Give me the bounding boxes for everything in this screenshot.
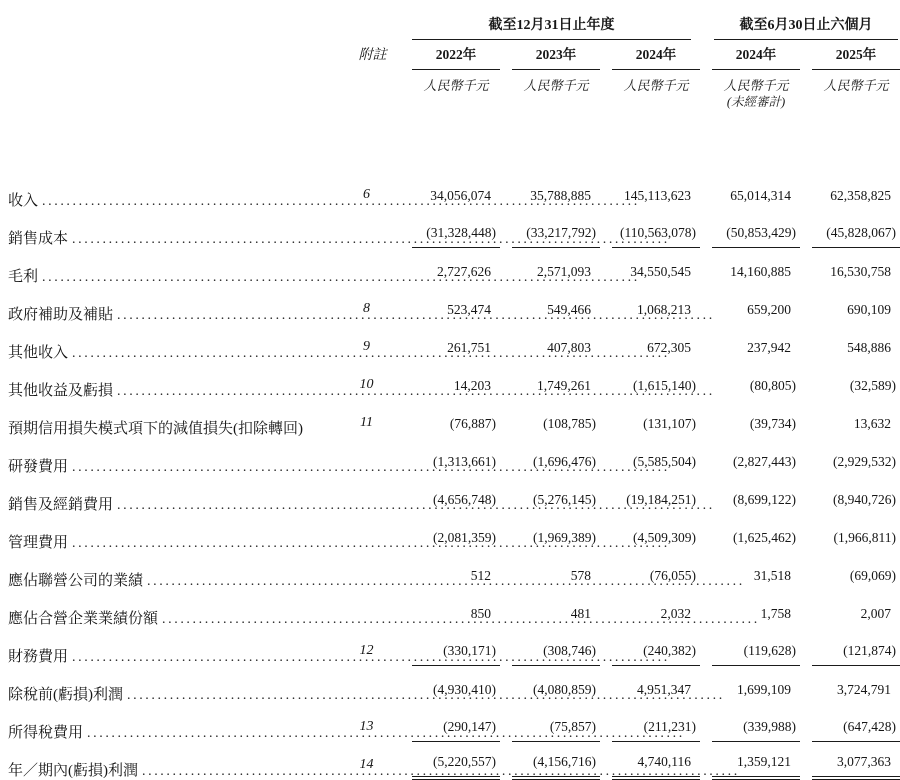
table-header [0,8,900,172]
row-value: 1,359,121 [712,754,800,780]
row-note: 13 [359,719,374,734]
row-label: 銷售成本 [8,231,69,247]
row-value: 1,699,109 [737,682,791,697]
row-label: 銷售及經銷費用 [8,497,114,513]
row-value: 1,749,261 [537,378,591,393]
row-value: (69,069) [849,568,896,583]
table-row [0,400,900,438]
row-label: 收入 [8,193,39,209]
row-value: (1,625,462) [733,530,796,545]
period-group-annual: 截至12月31日止年度 [412,14,691,40]
dot-leader [117,308,305,324]
row-value: 2,727,626 [437,264,491,279]
row-value: (4,656,748) [433,492,496,507]
row-value: (5,220,557) [412,754,500,780]
row-value: 2,007 [860,606,891,621]
row-value: 31,518 [753,568,791,583]
row-value: (2,827,443) [733,454,796,469]
row-label-cell [0,590,345,628]
row-value: (4,156,716) [512,754,600,780]
dot-leader [72,536,305,552]
row-value: 578 [570,568,591,583]
unit-label: 人民幣千元 [823,78,889,93]
row-label-cell [0,742,345,780]
row-label-cell [0,514,345,552]
row-value: 34,550,545 [630,264,691,279]
row-label-cell [0,400,345,438]
row-value: (240,382) [612,643,700,666]
row-value: 14,160,885 [730,264,791,279]
row-label: 除稅前(虧損)利潤 [8,687,123,703]
year-header-2025-interim: 2025年 [812,43,900,70]
row-label-cell [0,210,345,248]
row-label: 研發費用 [8,459,69,475]
row-value: 1,068,213 [637,302,691,317]
row-value: 1,758 [760,606,791,621]
table-row [0,362,900,400]
row-value: (33,217,792) [512,225,600,248]
year-header-2024-interim: 2024年 [712,43,800,70]
row-value: (110,563,078) [612,225,700,248]
row-value: (4,930,410) [433,682,496,697]
dot-leader [127,688,305,704]
dot-leader [72,650,305,666]
row-label-cell [0,324,345,362]
row-value: (76,887) [449,416,496,431]
row-note: 8 [363,301,370,316]
table-row [0,628,900,666]
row-note: 14 [359,757,374,772]
row-value: (76,055) [649,568,696,583]
row-value: (39,734) [749,416,796,431]
unit-label-unaudited: 人民幣千元 (未經審計) [712,70,800,111]
unaudited-note: (未經審計) [726,95,786,109]
row-value: (131,107) [643,416,696,431]
table-row [0,666,900,704]
row-value: 62,358,825 [830,188,891,203]
dot-leader [117,498,305,514]
dot-leader [142,764,305,780]
row-label-cell [0,552,345,590]
row-value: 4,740,116 [612,754,700,780]
row-value: 14,203 [453,378,491,393]
row-value: (45,828,067) [812,225,900,248]
row-value: (339,988) [712,719,800,742]
row-note: 10 [359,377,374,392]
year-header-2024: 2024年 [612,43,700,70]
dot-leader [42,194,305,210]
row-value: (19,184,251) [626,492,696,507]
table-row [0,286,900,324]
row-label-cell [0,172,345,210]
row-label: 所得稅費用 [8,725,84,741]
table-row [0,514,900,552]
row-value: 3,724,791 [837,682,891,697]
row-value: 690,109 [847,302,891,317]
row-value: 34,056,074 [430,188,491,203]
year-header-2022: 2022年 [412,43,500,70]
row-value: (4,509,309) [633,530,696,545]
row-value: 261,751 [447,340,491,355]
row-label-cell [0,628,345,666]
row-label: 應佔合營企業業績份額 [8,611,159,627]
row-label-cell [0,704,345,742]
unit-label: 人民幣千元 [623,78,689,93]
row-note: 11 [360,415,373,430]
row-value: 672,305 [647,340,691,355]
table-row [0,476,900,514]
row-value: 512 [470,568,491,583]
row-value: (1,615,140) [633,378,696,393]
row-value: (1,969,389) [533,530,596,545]
row-value: (2,929,532) [833,454,896,469]
row-label: 其他收入 [8,345,69,361]
row-label-cell [0,666,345,704]
row-value: (31,328,448) [412,225,500,248]
row-value: 13,632 [853,416,891,431]
row-value: (108,785) [543,416,596,431]
dot-leader [72,346,305,362]
row-value: 2,032 [660,606,691,621]
row-value: 35,788,885 [530,188,591,203]
year-header-2023: 2023年 [512,43,600,70]
dot-leader [117,384,305,400]
table-row [0,324,900,362]
table-row [0,438,900,476]
unit-label: 人民幣千元 [523,78,589,93]
row-label: 管理費用 [8,535,69,551]
period-group-interim: 截至6月30日止六個月 [714,14,898,40]
dot-leader [87,726,305,742]
row-value: 407,803 [547,340,591,355]
table-row [0,742,900,780]
row-label: 預期信用損失模式項下的減值損失(扣除轉回) [8,421,303,437]
row-value: (50,853,429) [712,225,800,248]
dot-leader [147,574,305,590]
row-value: 4,951,347 [637,682,691,697]
row-value: (8,940,726) [833,492,896,507]
table-row [0,248,900,286]
row-value: 65,014,314 [730,188,791,203]
row-value: 3,077,363 [812,754,900,780]
row-value: 145,113,623 [624,188,691,203]
row-value: (5,276,145) [533,492,596,507]
dot-leader [42,270,305,286]
row-value: (32,589) [849,378,896,393]
row-value: (290,147) [412,719,500,742]
unit-label: 人民幣千元 [423,78,489,93]
note-column-header: 附註 [358,48,387,63]
row-label-cell [0,248,345,286]
dot-leader [162,612,305,628]
row-label-cell [0,438,345,476]
row-value: (80,805) [749,378,796,393]
row-value: (330,171) [412,643,500,666]
row-note: 12 [359,643,374,658]
row-label-cell [0,286,345,324]
row-value: (121,874) [812,643,900,666]
income-statement-table [0,8,900,780]
table-row [0,210,900,248]
row-note: 6 [363,187,370,202]
row-label: 應佔聯營公司的業績 [8,573,144,589]
row-value: 523,474 [447,302,491,317]
row-note: 9 [363,339,370,354]
row-value: (308,746) [512,643,600,666]
row-value: (4,080,859) [533,682,596,697]
table-body [0,172,900,780]
row-label: 年／期內(虧損)利潤 [8,763,138,779]
dot-leader [72,232,305,248]
row-value: (2,081,359) [433,530,496,545]
row-label: 財務費用 [8,649,69,665]
row-value: 481 [570,606,591,621]
row-value: 850 [470,606,491,621]
row-value: (1,966,811) [833,530,896,545]
row-value: (8,699,122) [733,492,796,507]
row-label-cell [0,476,345,514]
row-value: 237,942 [747,340,791,355]
dot-leader [72,460,305,476]
row-value: 16,530,758 [830,264,891,279]
row-value: (1,313,661) [433,454,496,469]
row-label-cell [0,362,345,400]
table-row [0,590,900,628]
table-row [0,704,900,742]
row-value: 549,466 [547,302,591,317]
row-value: (647,428) [812,719,900,742]
table-row [0,172,900,210]
row-label: 毛利 [8,269,39,285]
row-value: (211,231) [612,719,700,742]
row-value: (119,628) [712,643,800,666]
row-label: 其他收益及虧損 [8,383,114,399]
row-value: (75,857) [512,719,600,742]
table-row [0,552,900,590]
row-value: 2,571,093 [537,264,591,279]
row-value: (5,585,504) [633,454,696,469]
row-value: (1,696,476) [533,454,596,469]
row-label: 政府補助及補貼 [8,307,114,323]
row-value: 659,200 [747,302,791,317]
row-value: 548,886 [847,340,891,355]
